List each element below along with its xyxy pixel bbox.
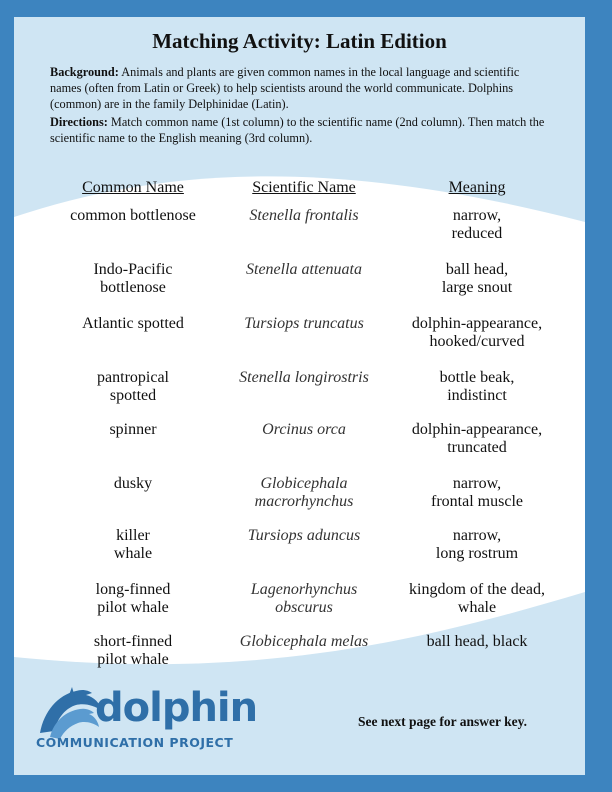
cell-common [48, 315, 218, 333]
answer-key-note: See next page for answer key. [358, 714, 527, 729]
scientific-line: Stenella frontalis [249, 207, 359, 224]
scientific-line: Tursiops truncatus [244, 315, 364, 332]
scientific-line: macrorhynchus [254, 493, 354, 510]
cell-common [48, 421, 218, 439]
directions-label: Directions: [50, 115, 108, 129]
cell-scientific [219, 475, 389, 511]
common-line: common bottlenose [70, 207, 196, 224]
cell-meaning [392, 261, 562, 297]
logo-wordmark: dolphin [95, 685, 258, 731]
background-paragraph [50, 64, 550, 112]
background-label: Background: [50, 65, 119, 79]
common-line: pilot whale [97, 651, 169, 668]
cell-scientific [219, 581, 389, 617]
page-title: Matching Activity: Latin Edition [152, 29, 447, 53]
scientific-line: Stenella longirostris [239, 369, 369, 386]
common-line: pantropical [97, 369, 169, 386]
cell-meaning [392, 421, 562, 457]
directions-text: Match common name (1st column) to the scientific name (2nd column). Then match the scientific name to the English meaning (3rd column). [50, 115, 545, 145]
meaning-line: narrow, [452, 527, 502, 544]
cell-common [48, 207, 218, 225]
common-line: Indo-Pacific [93, 261, 173, 278]
meaning-line: frontal muscle [431, 493, 523, 510]
common-line: killer [116, 527, 150, 544]
common-line: spinner [109, 421, 157, 438]
meaning-line: ball head, [445, 261, 509, 278]
cell-common [48, 261, 218, 297]
cell-scientific [219, 207, 389, 225]
cell-scientific [219, 633, 389, 651]
meaning-line: indistinct [447, 387, 507, 404]
common-line: spotted [109, 387, 157, 404]
meaning-line: narrow, [452, 207, 502, 224]
common-line: bottlenose [100, 279, 166, 296]
worksheet-panel [14, 17, 585, 775]
cell-common [48, 581, 218, 617]
meaning-line: long rostrum [435, 545, 519, 562]
scientific-line: obscurus [275, 599, 333, 616]
column-header-scientific: Scientific Name [252, 179, 356, 196]
cell-scientific [219, 421, 389, 439]
common-line: short-finned [93, 633, 173, 650]
meaning-line: whale [457, 599, 497, 616]
cell-common [48, 527, 218, 563]
column-header-common: Common Name [82, 179, 184, 196]
scientific-line: Globicephala [260, 475, 348, 492]
meaning-line: hooked/curved [429, 333, 525, 350]
meaning-line: reduced [451, 225, 503, 242]
scientific-line: Globicephala melas [239, 633, 369, 650]
cell-scientific [219, 369, 389, 387]
scientific-line: Stenella attenuata [246, 261, 362, 278]
common-line: dusky [113, 475, 153, 492]
cell-meaning [392, 369, 562, 405]
meaning-line: truncated [447, 439, 507, 456]
cell-scientific [219, 527, 389, 545]
scientific-line: Tursiops aduncus [247, 527, 361, 544]
common-line: pilot whale [97, 599, 169, 616]
logo-subtitle: COMMUNICATION PROJECT [36, 735, 234, 750]
meaning-line: bottle beak, [439, 369, 515, 386]
meaning-line: dolphin-appearance, [411, 421, 543, 438]
common-line: long-finned [95, 581, 171, 598]
cell-common [48, 633, 218, 669]
cell-scientific [219, 315, 389, 333]
cell-meaning [392, 315, 562, 351]
cell-meaning [392, 207, 562, 243]
column-header-meaning: Meaning [448, 179, 506, 196]
meaning-line: large snout [441, 279, 513, 296]
cell-common [48, 475, 218, 493]
directions-paragraph [50, 114, 550, 146]
cell-meaning [392, 527, 562, 563]
cell-meaning [392, 475, 562, 511]
cell-common [48, 369, 218, 405]
background-text: Animals and plants are given common names in the local language and scientific names (often from Latin or Greek) to help scientists around the world communicate. Dolphins (common) are in the family Delphinidae (Latin). [50, 65, 520, 111]
meaning-line: dolphin-appearance, [411, 315, 543, 332]
scientific-line: Lagenorhynchus [250, 581, 358, 598]
cell-meaning [392, 633, 562, 651]
cell-scientific [219, 261, 389, 279]
common-line: Atlantic spotted [82, 315, 184, 332]
meaning-line: narrow, [452, 475, 502, 492]
cell-meaning [392, 581, 562, 617]
meaning-line: ball head, black [426, 633, 528, 650]
scientific-line: Orcinus orca [262, 421, 346, 438]
meaning-line: kingdom of the dead, [409, 581, 545, 598]
common-line: whale [113, 545, 153, 562]
